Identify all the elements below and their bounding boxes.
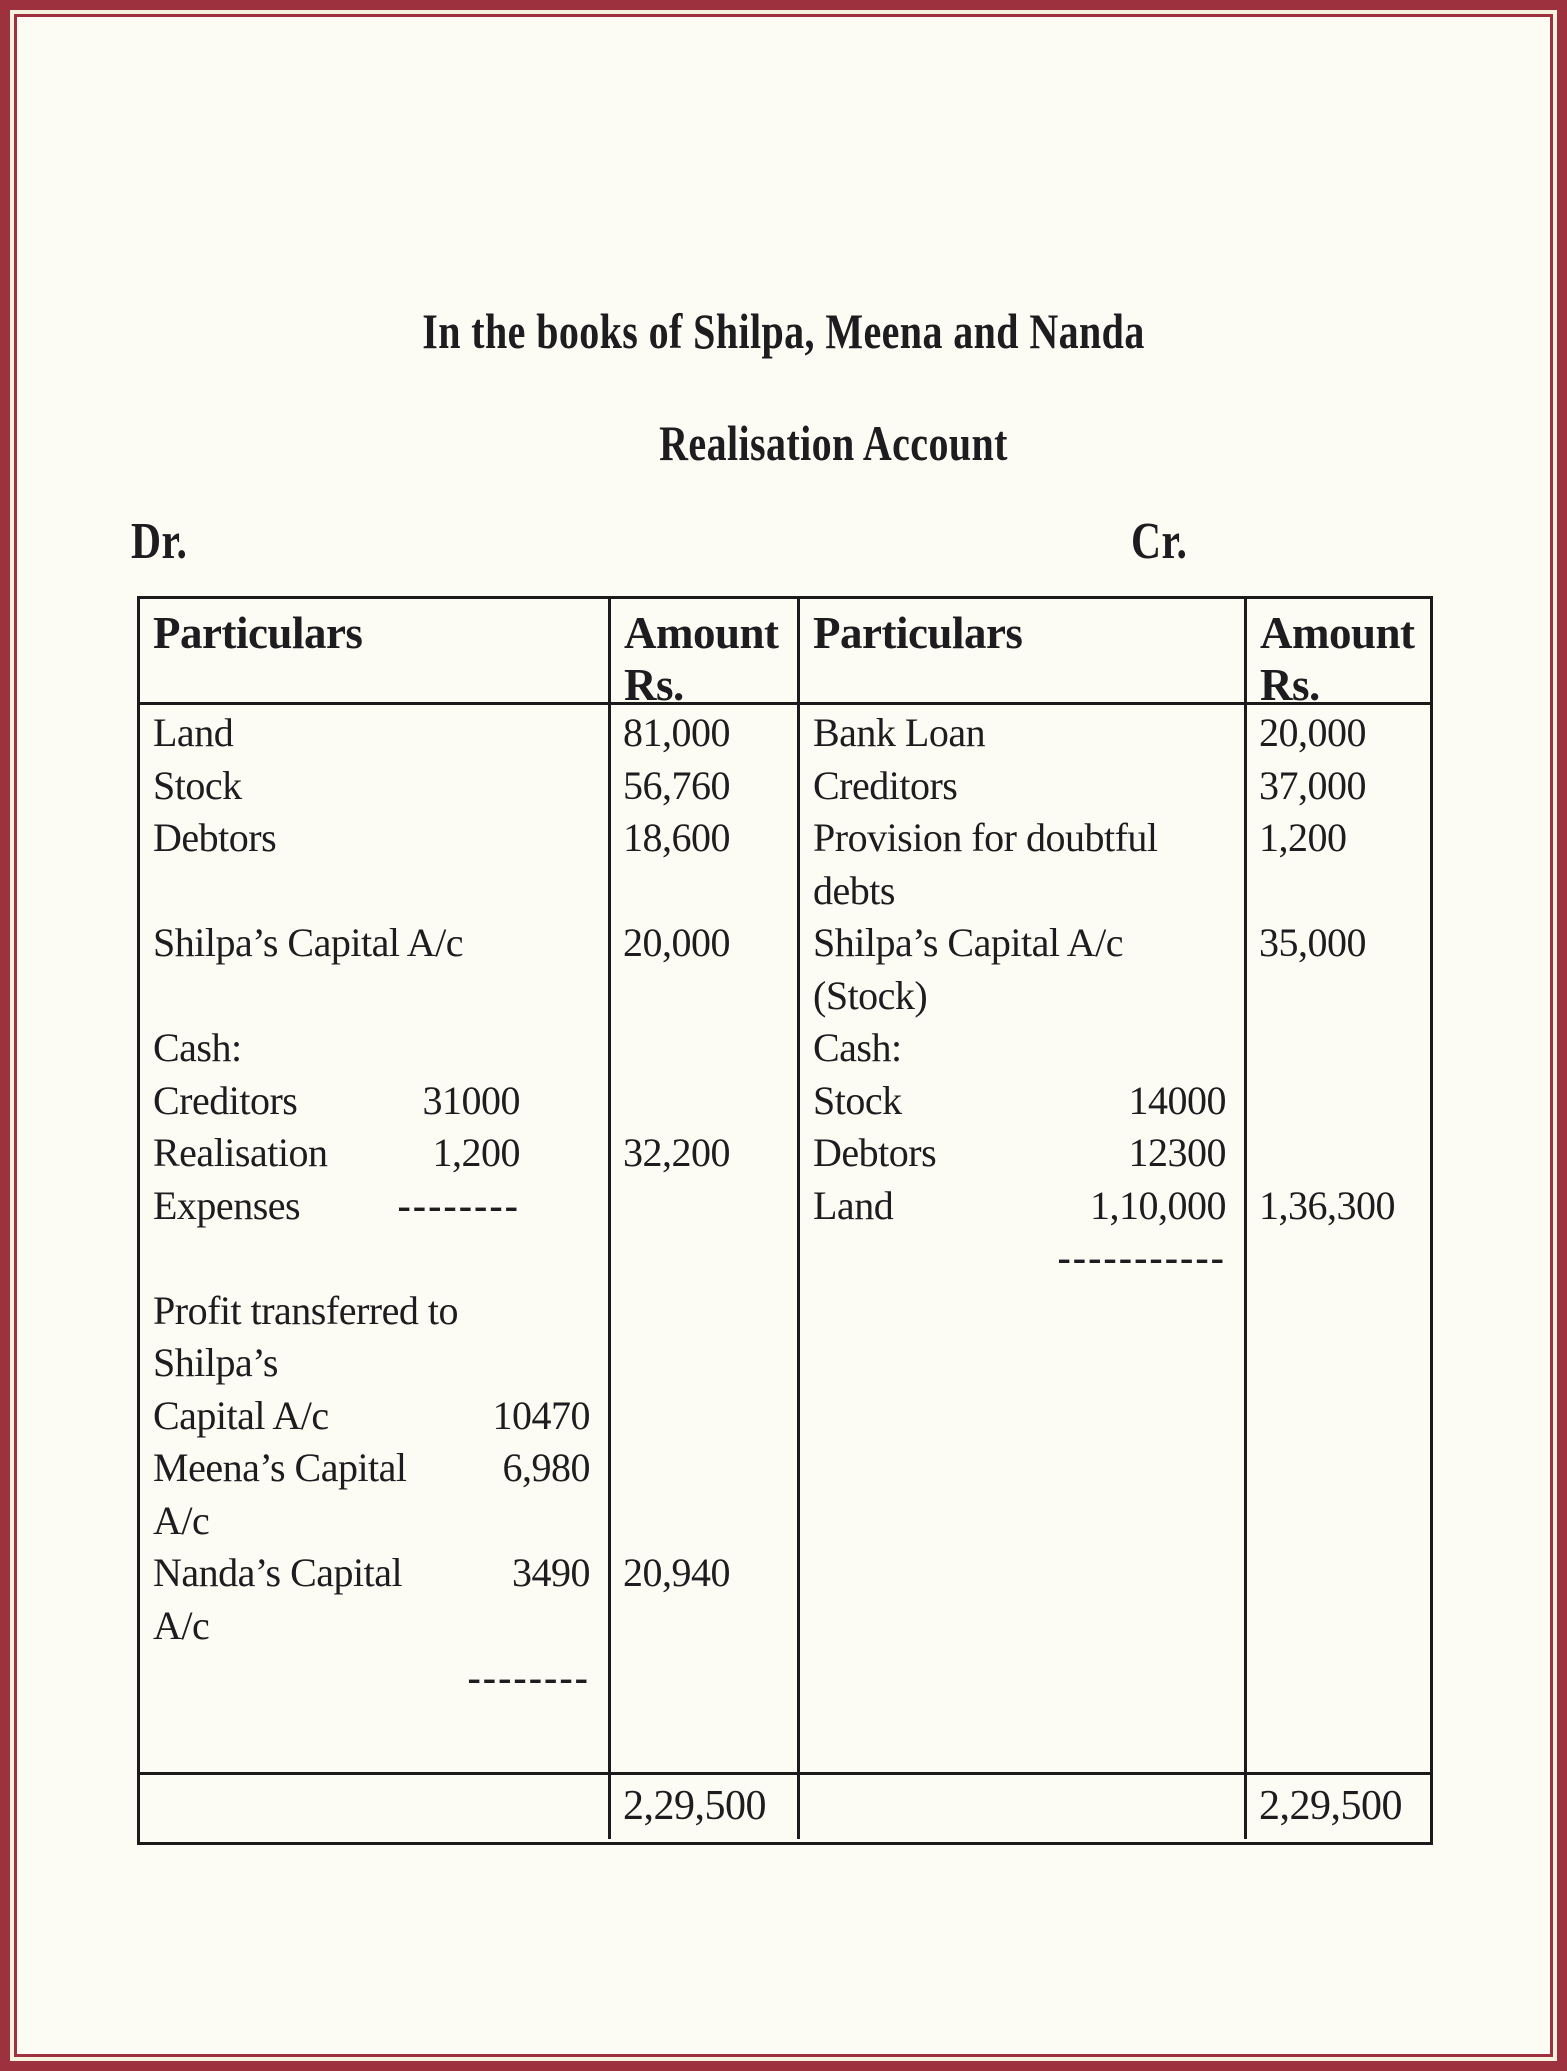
entry-label: Profit transferred to [153,1287,458,1333]
debit-amount-cell [608,702,797,1772]
ledger-line [140,1075,608,1128]
entry-sub-amount: 14000 [1128,1077,1226,1123]
entry-amount [1247,1600,1430,1653]
entry-label: Cash: [813,1025,902,1070]
ledger-line [140,1600,608,1653]
entry-amount [611,1180,797,1233]
entry-amount [611,1600,797,1653]
entry-sub-amount: 3490 [512,1550,590,1595]
entry-label: Capital A/c [153,1392,329,1438]
entry-sub-amount: 1,200 [432,1130,520,1175]
ledger-line [140,1127,608,1180]
ledger-line [800,1652,1244,1705]
entry-label: Shilpa’s Capital A/c [813,920,1123,965]
ledger-line [140,1180,608,1233]
entry-amount: 20,000 [623,920,730,965]
ledger-line [140,1652,608,1705]
entry-amount: 1,200 [1259,815,1347,860]
ledger-line [800,1232,1244,1285]
ledger-line [800,1495,1244,1548]
entry-label: Cash: [153,1025,242,1070]
entry-amount: 35,000 [1259,920,1366,965]
entry-amount: 20,940 [623,1550,730,1595]
entry-label: Provision for doubtful [813,815,1158,860]
entry-sub-amount: 6,980 [502,1445,590,1490]
entry-amount [1247,1705,1430,1758]
ledger-line [800,1390,1244,1443]
credit-total-blank-cell [797,1772,1244,1839]
entry-label: Realisation [153,1130,328,1175]
ledger-line [800,1022,1244,1075]
header-credit-particulars [797,599,1244,702]
ledger-line [800,970,1244,1023]
ledger-line [140,1390,608,1443]
debit-total-amount: 2,29,500 [608,1772,797,1839]
entry-amount: 1,36,300 [1259,1182,1395,1228]
ledger-line [140,760,608,813]
ledger-line [800,917,1244,970]
entry-label: Nanda’s Capital [153,1550,403,1595]
entry-amount [611,1705,797,1758]
header-label: Amount [1260,608,1415,658]
ledger-line [140,1285,608,1338]
entry-label: Expenses [153,1182,301,1228]
entry-label: A/c [153,1602,210,1648]
entry-amount [611,1495,797,1548]
entry-amount [611,970,797,1023]
ledger-line [140,1022,608,1075]
ledger-line [800,1075,1244,1128]
book-title: In the books of Shilpa, Meena and Nanda [422,303,1145,359]
ledger-line [140,812,608,865]
header-debit-particulars [140,599,608,702]
ledger-line [800,760,1244,813]
ledger-line [800,1127,1244,1180]
entry-amount [1247,1337,1430,1390]
entry-amount [1247,970,1430,1023]
entry-label: Shilpa’s Capital A/c [153,920,463,965]
sub-total-dashes: -------- [397,1182,520,1228]
header-credit-amount [1244,599,1430,702]
entry-amount [1247,1127,1430,1180]
ledger-line [140,1232,608,1285]
entry-label: Stock [813,1077,902,1123]
entry-amount [1247,1547,1430,1600]
ledger-line [800,865,1244,918]
realisation-account-table [137,596,1433,1845]
ledger-line [140,1705,608,1758]
entry-amount [1247,1285,1430,1338]
account-title: Realisation Account [659,415,1008,471]
entry-amount [611,1232,797,1285]
entry-amount [611,1075,797,1128]
ledger-line [140,707,608,760]
entry-label: Creditors [813,762,958,808]
entry-label: Shilpa’s [153,1340,278,1385]
entry-sub-amount: 12300 [1128,1130,1226,1175]
entry-amount [1247,865,1430,918]
entry-label: (Stock) [813,972,928,1018]
ledger-line [800,1337,1244,1390]
entry-amount: 56,760 [623,762,730,808]
entry-label: Creditors [153,1077,298,1123]
entry-amount: 20,000 [1259,710,1366,755]
ledger-line [140,970,608,1023]
ledger-line [800,1600,1244,1653]
entry-label: Debtors [153,815,277,860]
entry-amount [611,865,797,918]
sub-total-dashes: -------- [467,1655,590,1700]
header-label: Particulars [153,608,363,658]
ledger-line [140,917,608,970]
entry-amount [611,1652,797,1705]
entry-amount [1247,1390,1430,1443]
entry-amount [1247,1022,1430,1075]
header-sublabel: Rs. [624,660,684,702]
entry-amount [611,1442,797,1495]
entry-label: A/c [153,1497,210,1543]
header-label: Particulars [813,608,1023,658]
entry-amount [611,1285,797,1338]
entry-amount [1247,1495,1430,1548]
credit-amount-cell [1244,702,1430,1772]
entry-label: Land [813,1182,894,1228]
credit-side-label: Cr. [1131,513,1188,570]
entry-amount: 37,000 [1259,762,1366,808]
entry-label: Bank Loan [813,710,986,755]
ledger-line [800,1180,1244,1233]
entry-amount [611,1390,797,1443]
header-label: Amount [624,608,779,658]
entry-label: Debtors [813,1130,937,1175]
credit-particulars-cell [797,702,1244,1772]
credit-total-amount: 2,29,500 [1244,1772,1430,1839]
entry-amount [1247,1232,1430,1285]
debit-total-blank-cell [140,1772,608,1839]
entry-amount [611,1022,797,1075]
ledger-line [140,1337,608,1390]
ledger-line [140,1495,608,1548]
ledger-line [140,1547,608,1600]
entry-label: Land [153,710,234,755]
entry-label: debts [813,867,895,913]
ledger-line [800,812,1244,865]
ledger-line [800,1442,1244,1495]
entry-amount [1247,1652,1430,1705]
ledger-line [800,707,1244,760]
debit-side-label: Dr. [131,513,188,570]
entry-label: Stock [153,762,242,808]
header-debit-amount [608,599,797,702]
ledger-line [140,865,608,918]
ledger-line [800,1547,1244,1600]
ledger-line [800,1285,1244,1338]
ledger-line [800,1705,1244,1758]
entry-sub-amount: 1,10,000 [1090,1182,1226,1228]
sub-total-dashes: ----------- [1057,1235,1226,1280]
entry-amount [1247,1442,1430,1495]
entry-amount [1247,1075,1430,1128]
entry-label: Meena’s Capital [153,1445,407,1490]
entry-amount: 18,600 [623,815,730,860]
header-sublabel: Rs. [1260,660,1320,702]
debit-particulars-cell [140,702,608,1772]
entry-amount [611,1337,797,1390]
ledger-line [140,1442,608,1495]
entry-sub-amount: 31000 [422,1077,520,1123]
entry-amount: 81,000 [623,710,730,755]
entry-sub-amount: 10470 [492,1392,590,1438]
entry-amount: 32,200 [623,1130,730,1175]
